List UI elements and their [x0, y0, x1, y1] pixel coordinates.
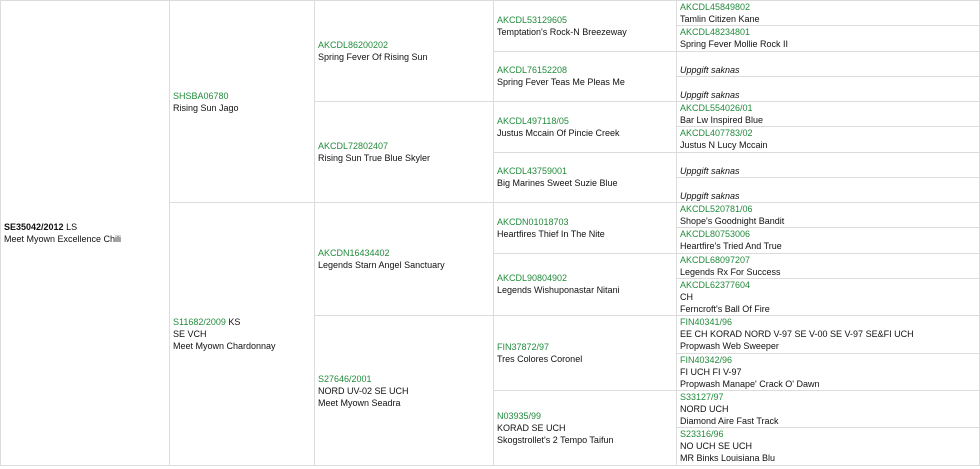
gen4-title: EE CH KORAD NORD V-97 SE V-00 SE V-97 SE&FI UCH — [680, 329, 914, 340]
gen4-title: FI UCH FI V-97 — [680, 366, 742, 377]
gen4-name: Propwash Web Sweeper — [680, 341, 779, 352]
unknown-label: Uppgift saknas — [680, 191, 740, 202]
dam-reg-line — [173, 316, 314, 328]
gen4-unknown-cell — [677, 76, 980, 101]
gen4-unknown-cell — [677, 177, 980, 202]
gen2-title: NORD UV-02 SE UCH — [318, 385, 409, 396]
gen4-cell — [677, 1, 980, 26]
gen4-reg[interactable]: FIN40342/96 — [680, 354, 733, 365]
sire-reg[interactable]: SHSBA06780 — [173, 90, 229, 101]
gen2-name: Spring Fever Of Rising Sun — [318, 52, 428, 63]
dam-cell — [170, 203, 315, 466]
gen4-unknown-cell — [677, 51, 980, 76]
gen4-reg[interactable]: AKCDL62377604 — [680, 279, 751, 290]
gen4-cell — [677, 353, 980, 390]
gen4-reg[interactable]: AKCDL48234801 — [680, 27, 751, 38]
gen4-reg[interactable]: AKCDL554026/01 — [680, 103, 753, 114]
gen3-reg[interactable]: FIN37872/97 — [497, 342, 550, 353]
gen3-reg[interactable]: AKCDL53129605 — [497, 14, 568, 25]
gen4-cell — [677, 26, 980, 51]
gen3-name: Heartfires Thief In The Nite — [497, 228, 605, 239]
dam-name: Meet Myown Chardonnay — [173, 341, 276, 352]
gen2-cell — [315, 316, 494, 466]
gen3-cell — [494, 51, 677, 102]
gen2-cell — [315, 1, 494, 102]
gen3-reg[interactable]: AKCDL90804902 — [497, 273, 568, 284]
gen2-name: Legends Starn Angel Sanctuary — [318, 260, 445, 271]
unknown-label: Uppgift saknas — [680, 165, 740, 176]
gen3-name: Skogstrollet's 2 Tempo Taifun — [497, 435, 614, 446]
gen4-reg[interactable]: AKCDL520781/06 — [680, 204, 753, 215]
gen3-name: Legends Wishuponastar Nitani — [497, 285, 620, 296]
gen4-name: Justus N Lucy Mccain — [680, 140, 768, 151]
gen3-cell — [494, 391, 677, 466]
gen4-cell — [677, 391, 980, 428]
gen3-name: Justus Mccain Of Pincie Creek — [497, 127, 620, 138]
sire-cell — [170, 1, 315, 203]
gen3-cell — [494, 1, 677, 52]
gen3-reg[interactable]: N03935/99 — [497, 411, 542, 422]
gen4-reg[interactable]: AKCDL45849802 — [680, 2, 751, 12]
gen4-cell — [677, 428, 980, 466]
gen3-reg[interactable]: AKCDL43759001 — [497, 166, 568, 177]
gen4-name: Heartfire's Tried And True — [680, 241, 782, 252]
subject-cell — [1, 1, 170, 466]
gen4-cell — [677, 253, 980, 278]
gen3-name: Tres Colores Coronel — [497, 354, 583, 365]
subject-name: Meet Myown Excellence Chili — [4, 234, 122, 244]
gen4-name: Diamond Aire Fast Track — [680, 416, 779, 427]
gen4-cell — [677, 127, 980, 152]
gen3-cell — [494, 316, 677, 391]
unknown-label: Uppgift saknas — [680, 90, 740, 101]
gen3-cell — [494, 203, 677, 254]
gen2-reg[interactable]: AKCDL86200202 — [318, 40, 389, 51]
gen4-name: MR Binks Louisiana Blu — [680, 453, 776, 464]
gen3-reg[interactable]: AKCDL497118/05 — [497, 115, 569, 126]
gen4-unknown-cell — [677, 152, 980, 177]
dam-reg[interactable]: S11682/2009 — [173, 317, 226, 328]
dam-suffix: KS — [228, 317, 241, 328]
gen4-reg[interactable]: FIN40341/96 — [680, 317, 733, 328]
gen4-name: Tamlin Citizen Kane — [680, 14, 760, 24]
gen3-name: Big Marines Sweet Suzie Blue — [497, 178, 618, 189]
subject-suffix: LS — [66, 222, 78, 232]
dam-title: SE VCH — [173, 329, 207, 340]
sire-name: Rising Sun Jago — [173, 102, 239, 113]
gen4-title: CH — [680, 291, 693, 302]
gen2-cell — [315, 102, 494, 203]
gen4-name: Spring Fever Mollie Rock II — [680, 39, 789, 50]
gen3-title: KORAD SE UCH — [497, 423, 566, 434]
gen4-reg[interactable]: AKCDL80753006 — [680, 229, 751, 240]
gen4-cell — [677, 102, 980, 127]
gen3-name: Temptation's Rock-N Breezeway — [497, 26, 627, 37]
gen4-reg[interactable]: S33127/97 — [680, 392, 724, 403]
gen4-name: Bar Lw Inspired Blue — [680, 115, 764, 126]
gen2-name: Meet Myown Seadra — [318, 397, 401, 408]
gen4-name: Shope's Goodnight Bandit — [680, 216, 785, 227]
gen4-reg[interactable]: AKCDL407783/02 — [680, 128, 753, 139]
gen3-cell — [494, 102, 677, 153]
gen3-cell — [494, 253, 677, 316]
gen3-cell — [494, 152, 677, 203]
gen4-cell — [677, 228, 980, 253]
gen2-reg[interactable]: S27646/2001 — [318, 373, 372, 384]
gen2-cell — [315, 203, 494, 316]
subject-reg-line — [4, 221, 169, 233]
gen4-name: Propwash Manape' Crack O' Dawn — [680, 378, 820, 389]
gen4-cell — [677, 203, 980, 228]
gen4-title: NO UCH SE UCH — [680, 441, 753, 452]
gen4-name: Ferncroft's Ball Of Fire — [680, 303, 770, 314]
subject-reg[interactable]: SE35042/2012 — [4, 222, 64, 232]
gen4-name: Legends Rx For Success — [680, 266, 781, 277]
gen3-reg[interactable]: AKCDL76152208 — [497, 65, 568, 76]
gen4-reg[interactable]: AKCDL68097207 — [680, 254, 751, 265]
gen2-name: Rising Sun True Blue Skyler — [318, 153, 431, 164]
gen3-name: Spring Fever Teas Me Pleas Me — [497, 77, 625, 88]
gen2-reg[interactable]: AKCDL72802407 — [318, 141, 389, 152]
gen4-cell — [677, 316, 980, 353]
gen2-reg[interactable]: AKCDN16434402 — [318, 248, 390, 259]
gen4-reg[interactable]: S23316/96 — [680, 429, 724, 440]
gen4-cell — [677, 278, 980, 315]
gen3-reg[interactable]: AKCDN01018703 — [497, 216, 569, 227]
unknown-label: Uppgift saknas — [680, 64, 740, 75]
gen4-title: NORD UCH — [680, 404, 729, 415]
